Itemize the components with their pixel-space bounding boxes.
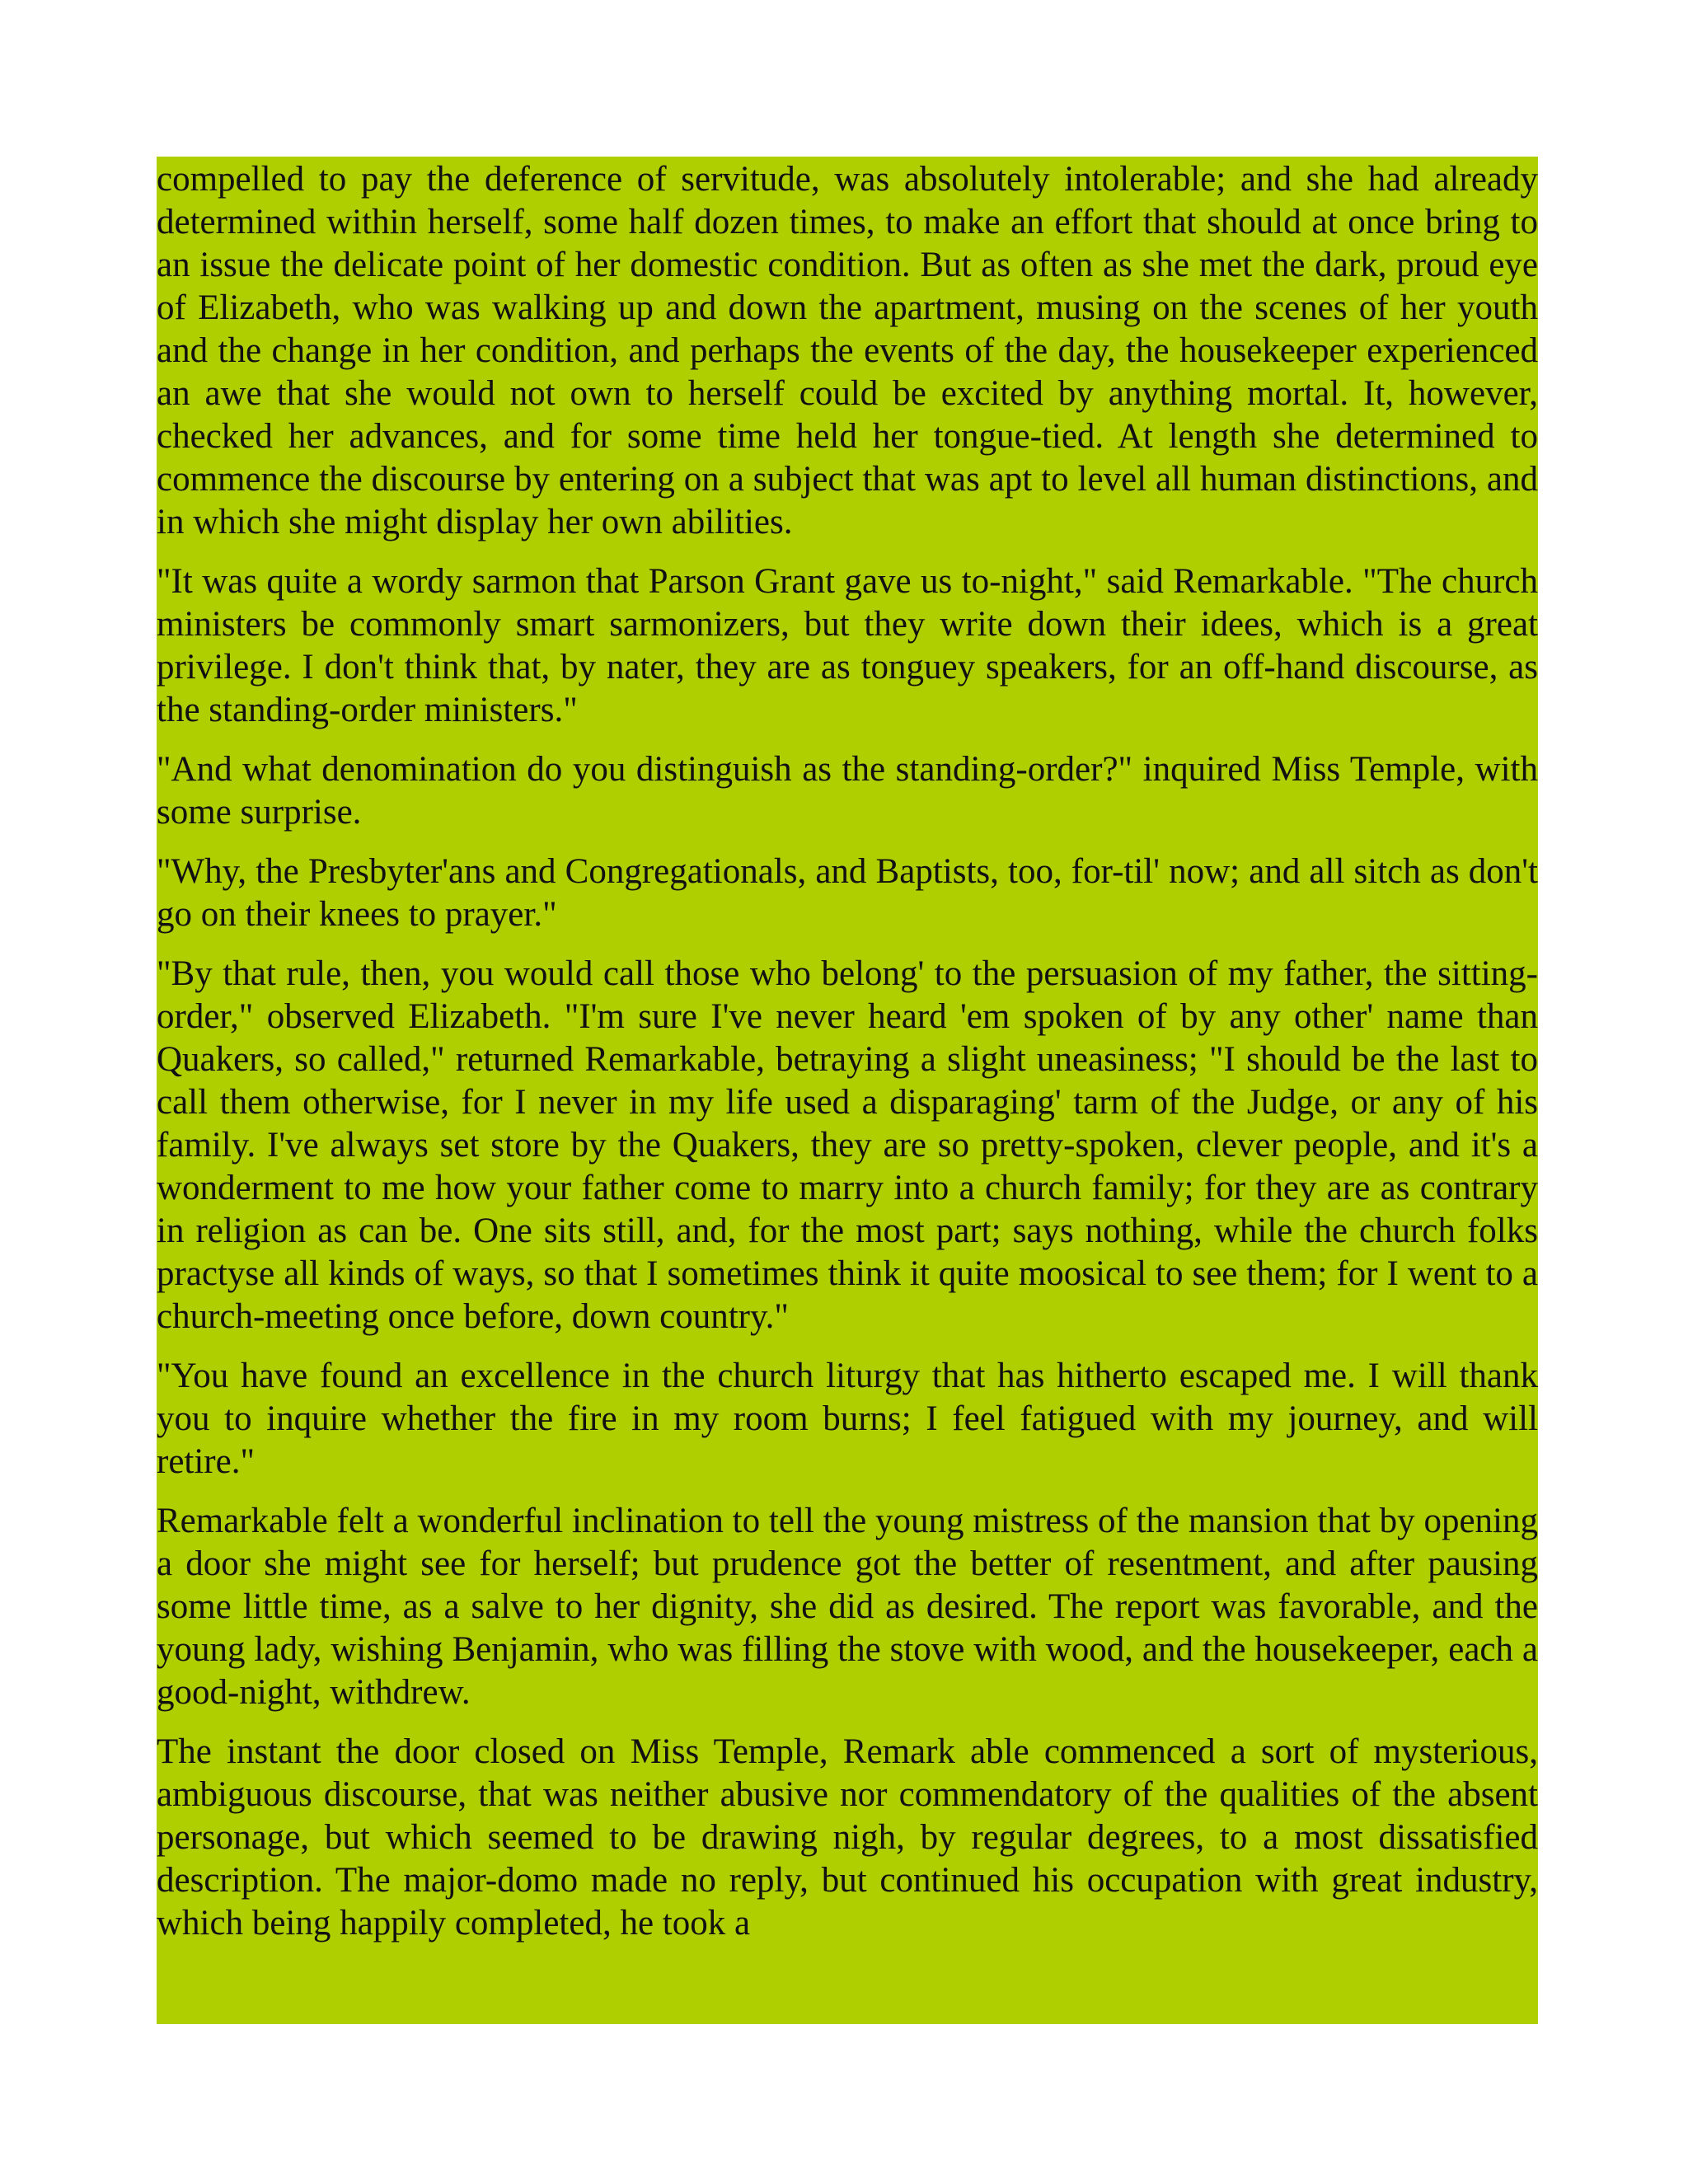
paragraph-3: "And what denomination do you distinguish as the standing-order?" inquired Miss Temple, with some surprise. [157,750,1538,832]
paragraph-8: The instant the door closed on Miss Temple, Remark able commenced a sort of mysterious, ambiguous discourse, that was neither abusive nor commendatory of the qualities of the absent personage, but which seemed to be drawing nigh, by regular degrees, to a most dissatisfied description. The major-domo made no reply, but continued his occupation with great industry, which being happily completed, he took a [157,1732,1538,1943]
paragraph-1: compelled to pay the deference of servitude, was absolutely intolerable; and she had already determined within herself, some half dozen times, to make an effort that should at once bring to an issue the delicate point of her domestic condition. But as often as she met the dark, proud eye of Elizabeth, who was walking up and down the apartment, musing on the scenes of her youth and the change in her condition, and perhaps the events of the day, the housekeeper experienced an awe that she would not own to herself could be excited by anything mortal. It, however, checked her advances, and for some time held her tongue-tied. At length she determined to commence the discourse by entering on a subject that was apt to level all human distinctions, and in which she might display her own abilities. [157,160,1538,541]
paragraph-4: "Why, the Presbyter'ans and Congregationals, and Baptists, too, for-til' now; and all sitch as don't go on their knees to prayer." [157,852,1538,934]
text-block [157,157,1538,2024]
paragraph-7: Remarkable felt a wonderful inclination to tell the young mistress of the mansion that by opening a door she might see for herself; but prudence got the better of resentment, and after pausing some little time, as a salve to her dignity, she did as desired. The report was favorable, and the young lady, wishing Benjamin, who was filling the stove with wood, and the housekeeper, each a good-night, withdrew. [157,1502,1538,1712]
paragraph-2: "It was quite a wordy sarmon that Parson Grant gave us to-night," said Remarkable. "The church ministers be commonly smart sarmonizers, but they write down their idees, which is a great privilege. I don't think that, by nater, they are as tonguey speakers, for an off-hand discourse, as the standing-order ministers." [157,562,1538,729]
paragraph-5: "By that rule, then, you would call those who belong' to the persuasion of my father, the sitting-order," observed Elizabeth. "I'm sure I've never heard 'em spoken of by any other' name than Quakers, so called," returned Remarkable, betraying a slight uneasiness; "I should be the last to call them otherwise, for I never in my life used a disparaging' tarm of the Judge, or any of his family. I've always set store by the Quakers, they are so pretty-spoken, clever people, and it's a wonderment to me how your father come to marry into a church family; for they are as contrary in religion as can be. One sits still, and, for the most part; says nothing, while the church folks practyse all kinds of ways, so that I sometimes think it quite moosical to see them; for I went to a church-meeting once before, down country." [157,954,1538,1336]
paragraph-6: "You have found an excellence in the church liturgy that has hitherto escaped me. I will thank you to inquire whether the fire in my room burns; I feel fatigued with my journey, and will retire." [157,1357,1538,1481]
